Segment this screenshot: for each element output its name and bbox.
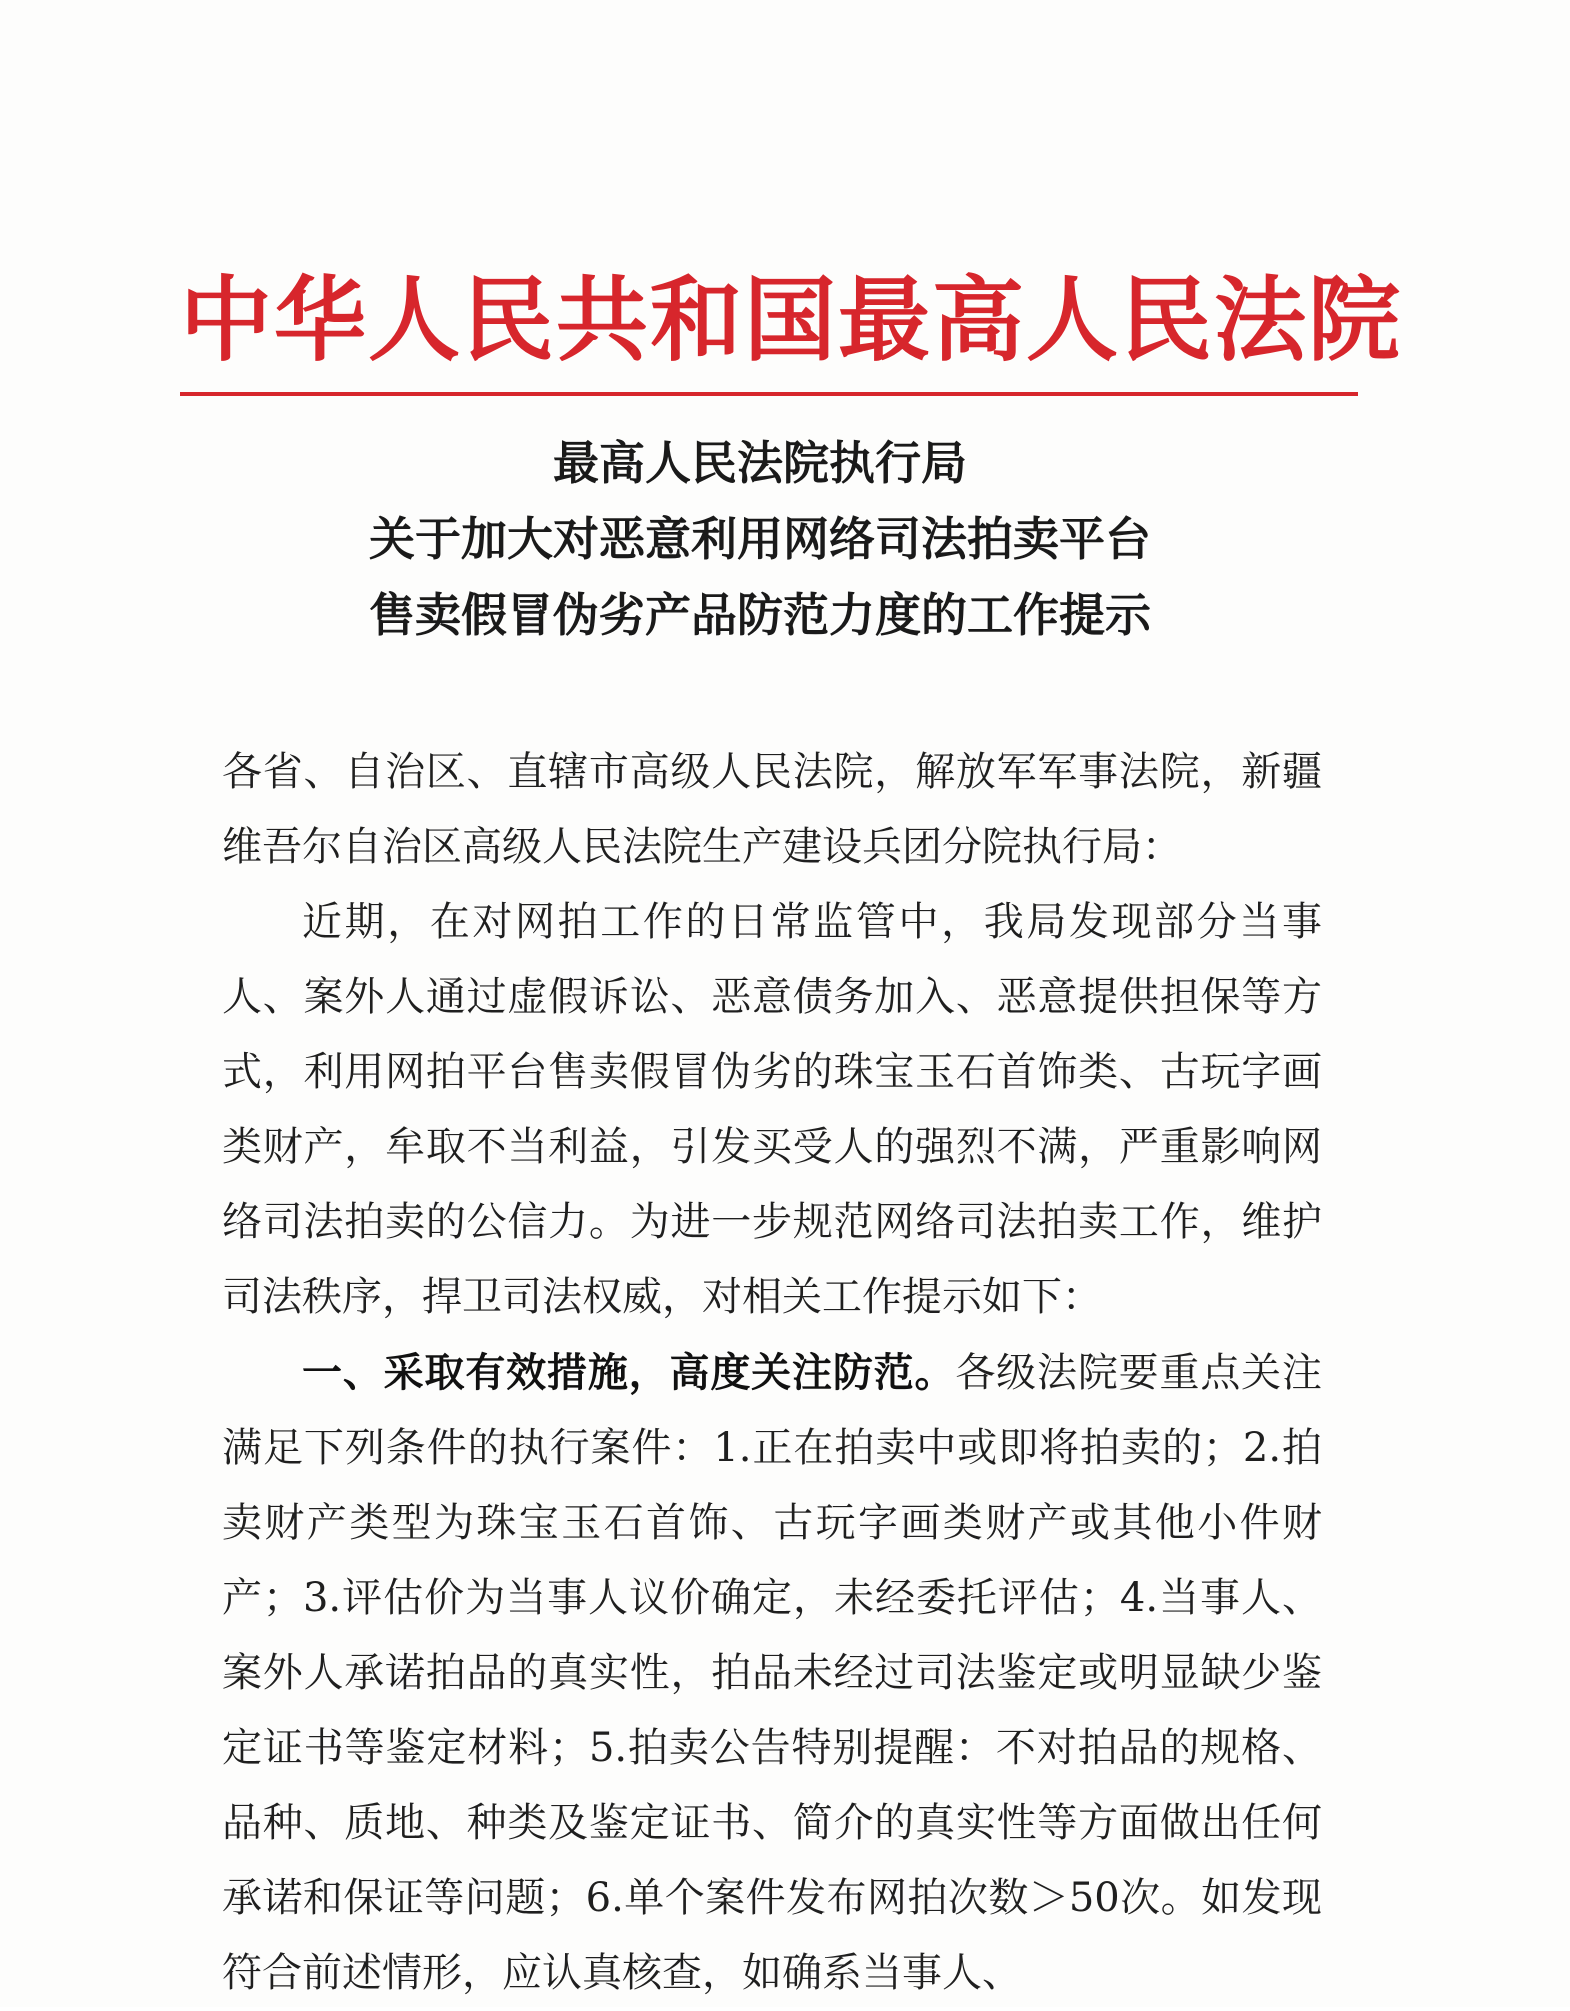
red-divider-line — [180, 392, 1358, 396]
section-1-paragraph — [222, 1335, 1322, 2011]
title-line-3: 售卖假冒伪劣产品防范力度的工作提示 — [369, 588, 1151, 642]
title-line-1: 最高人民法院执行局 — [553, 436, 967, 490]
intro-paragraph: 近期，在对网拍工作的日常监管中，我局发现部分当事人、案外人通过虚假诉讼、恶意债务加入、恶意提供担保等方式，利用网拍平台售卖假冒伪劣的珠宝玉石首饰类、古玩字画类财产，牟取不当利益，引发买受人的强烈不满，严重影响网络司法拍卖的公信力。为进一步规范网络司法拍卖工作，维护司法秩序，捍卫司法权威，对相关工作提示如下： — [222, 899, 1322, 1320]
document-title — [180, 425, 1340, 653]
addressee-paragraph: 各省、自治区、直辖市高级人民法院，解放军军事法院，新疆维吾尔自治区高级人民法院生产建设兵团分院执行局： — [222, 749, 1322, 870]
court-masthead: 中华人民共和国最高人民法院 — [180, 266, 1403, 374]
document-body — [222, 735, 1322, 2011]
section-1-text: 各级法院要重点关注满足下列条件的执行案件：1.正在拍卖中或即将拍卖的；2.拍卖财产类型为珠宝玉石首饰、古玩字画类财产或其他小件财产；3.评估价为当事人议价确定，未经委托评估；4.当事人、案外人承诺拍品的真实性，拍品未经过司法鉴定或明显缺少鉴定证书等鉴定材料；5.拍卖公告特别提醒：不对拍品的规格、品种、质地、种类及鉴定证书、简介的真实性等方面做出任何承诺和保证等问题；6.单个案件发布网拍次数＞50次。如发现符合前述情形，应认真核查，如确系当事人、 — [222, 1350, 1323, 1996]
section-1-heading: 一、采取有效措施，高度关注防范。 — [302, 1349, 956, 1396]
title-line-2: 关于加大对恶意利用网络司法拍卖平台 — [369, 512, 1151, 566]
